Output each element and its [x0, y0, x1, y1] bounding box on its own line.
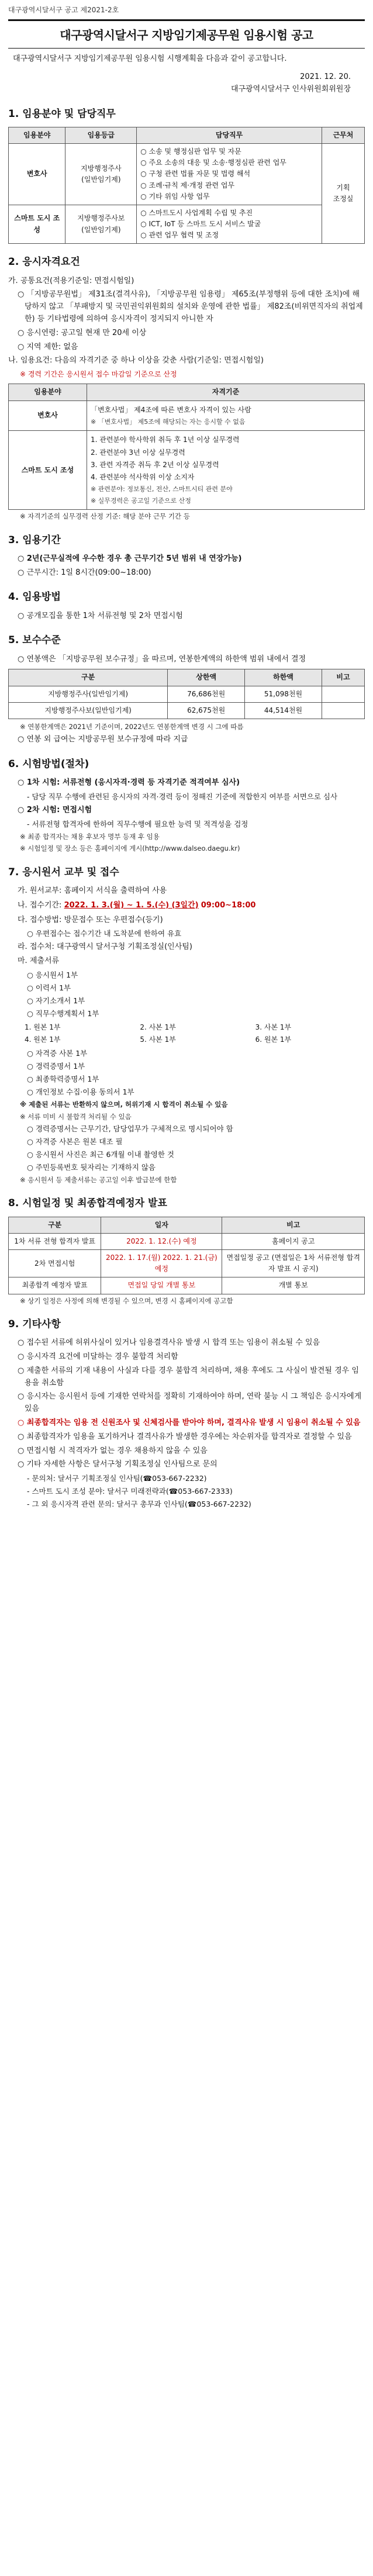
duties-field: 스마트 도시 조성 — [9, 205, 65, 244]
section-2-title: 2. 응시자격요건 — [8, 256, 80, 268]
duties-grade: 지방행정주사보 (일반임기제) — [65, 205, 137, 244]
qual-line: 4. 관련분야 석사학위 이상 소지자 — [90, 472, 195, 481]
qualification-table — [8, 384, 365, 510]
schedule-cell: 최종합격 예정자 발표 — [9, 1277, 101, 1294]
exam-note: ※ 최종 합격자는 채용 후보자 명부 등재 후 임용 — [20, 832, 160, 841]
contact-line: - 그 외 응시자격 관련 문의: 달서구 총무과 인사팀(☎053-667-2232) — [27, 1500, 251, 1509]
documents-note: ※ 서류 미비 시 불합격 처리될 수 있음 — [20, 1112, 132, 1121]
duties-field: 변호사 — [9, 143, 65, 205]
contact-line: - 문의처: 달서구 기획조정실 인사팀(☎053-667-2232) — [27, 1474, 207, 1483]
duties-header-field: 임용분야 — [9, 127, 65, 143]
qual-header-criteria: 자격기준 — [87, 384, 364, 400]
list-item: ○ 구청 관련 법률 자문 및 법령 해석 — [140, 170, 251, 178]
duties-header-grade: 임용등급 — [65, 127, 137, 143]
duties-header-duties: 담당직무 — [137, 127, 322, 143]
qual-line: ※ 실무경력은 공고일 기준으로 산정 — [90, 496, 191, 505]
duties-place: 기획 조정실 — [322, 143, 364, 244]
section-5-title: 5. 보수수준 — [8, 634, 61, 647]
document-item: ○ 자기소개서 1부 — [27, 996, 85, 1005]
requirement-item: ○ 「지방공무원법」 제31조(결격사유), 「지방공무원 임용령」 제65조(부정행위 등에 대한 조치)에 해당하지 않고 「부패방지 및 국민권익위원회의 설치와 운영에 관한 법률」 제82조(비위면직자의 취업제한) 등 기타법령에 의하여 응시자격이 정지되지 아니한 자 — [18, 290, 363, 324]
document-count: 4. 원본 1부 — [25, 1035, 61, 1044]
qual-line: ※ 「변호사법」 제5조에 해당되는 자는 응시할 수 없음 — [90, 417, 246, 426]
qual-table-note: ※ 자격기준의 실무경력 산정 기준: 해당 분야 근무 기간 등 — [20, 512, 190, 521]
period-text: ○ 2년(근무실적에 우수한 경우 총 근무기간 5년 범위 내 연장가능) — [18, 554, 242, 563]
schedule-cell: 2차 면접시험 — [9, 1250, 101, 1277]
work-hours-text: ○ 근무시간: 1일 8시간(09:00~18:00) — [18, 568, 151, 577]
table-row — [9, 431, 365, 510]
duties-list — [137, 205, 322, 244]
document-item: ○ 이력서 1부 — [27, 983, 71, 992]
list-item: ○ ICT, IoT 등 스마트 도시 서비스 발굴 — [140, 220, 261, 229]
list-item: ○ 소송 및 행정심판 업무 및 자문 — [140, 147, 241, 156]
list-item: ○ 관련 업무 협력 및 조정 — [140, 231, 219, 240]
table-row — [9, 205, 365, 244]
schedule-cell: 면접일정 공고 (면접일은 1차 서류전형 합격자 발표 시 공지) — [222, 1250, 365, 1277]
qual-criteria — [87, 431, 364, 510]
documents-note: ○ 경력증명서는 근무기간, 담당업무가 구체적으로 명시되어야 함 — [27, 1124, 233, 1134]
table-row — [9, 1277, 365, 1294]
salary-cell: 62,675천원 — [168, 702, 245, 719]
application-office: 라. 접수처: 대구광역시 달서구청 기획조정실(인사팀) — [18, 942, 192, 952]
schedule-cell: 홈페이지 공고 — [222, 1233, 365, 1249]
notice-issuer: 대구광역시달서구 인사위원회위원장 — [230, 84, 351, 94]
qual-line: ※ 관련분야: 정보통신, 전산, 스마트시티 관련 분야 — [90, 485, 233, 493]
contact-line: - 스마트 도시 조성 분야: 달서구 미래전략과(☎053-667-2333) — [27, 1487, 233, 1496]
method-text: ○ 공개모집을 통한 1차 서류전형 및 2차 면접시험 — [18, 611, 183, 620]
misc-item: ○ 최종합격자는 임용 전 신원조사 및 신체검사를 받아야 하며, 결격사유 발생 시 임용이 취소될 수 있음 — [18, 1418, 361, 1427]
salary-header: 비고 — [322, 669, 364, 686]
salary-note: ○ 연봉 외 급여는 지방공무원 보수규정에 따라 지급 — [18, 735, 188, 744]
qual-field: 스마트 도시 조성 — [9, 431, 87, 510]
application-period-time: 09:00~18:00 — [201, 900, 256, 910]
document-count: 5. 사본 1부 — [140, 1035, 176, 1044]
schedule-cell: 면접일 당일 개별 통보 — [101, 1277, 222, 1294]
duties-table — [8, 127, 365, 244]
application-method: 다. 접수방법: 방문접수 또는 우편접수(등기) — [18, 915, 163, 924]
application-distribution: 가. 원서교부: 홈페이지 서식을 출력하여 사용 — [18, 886, 167, 895]
requirement-common: 가. 공통요건(적용기준일: 면접시험일) — [8, 276, 134, 285]
misc-item: ○ 접수된 서류에 허위사실이 있거나 임용결격사유 발생 시 합격 또는 임용이 취소될 수 있음 — [18, 1338, 320, 1348]
section-9-title: 9. 기타사항 — [8, 1318, 61, 1330]
documents-note: ○ 응시원서 사진은 최근 6개월 이내 촬영한 것 — [27, 1150, 174, 1159]
list-item: ○ 기타 위임 사항 업무 — [140, 192, 210, 201]
document-item: ○ 최종학력증명서 1부 — [27, 1075, 99, 1084]
schedule-note: ※ 상기 일정은 사정에 의해 변경될 수 있으며, 변경 시 홈페이지에 공고함 — [20, 1296, 233, 1305]
table-row — [9, 702, 365, 719]
table-row — [9, 1233, 365, 1249]
schedule-header: 일자 — [101, 1217, 222, 1233]
exam-step: ○ 1차 시험: 서류전형 (응시자격·경력 등 자격기준 적격여부 심사) — [18, 778, 240, 788]
document-item: ○ 자격증 사본 1부 — [27, 1049, 88, 1058]
qual-criteria — [87, 400, 364, 431]
documents-note: ※ 제출된 서류는 반환하지 않으며, 허위기재 시 합격이 취소될 수 있음 — [20, 1100, 228, 1109]
section-8-title: 8. 시험일정 및 최종합격예정자 발표 — [8, 1197, 167, 1210]
document-item: ○ 응시원서 1부 — [27, 970, 78, 979]
qual-line: 1. 관련분야 학사학위 취득 후 1년 이상 실무경력 — [90, 436, 240, 444]
document-count-grid — [25, 1022, 365, 1045]
salary-cell: 76,686천원 — [168, 686, 245, 702]
application-period-dates: 2022. 1. 3.(월) ~ 1. 5.(수) (3일간) — [64, 900, 199, 910]
qual-line: 3. 관련 자격증 취득 후 2년 이상 실무경력 — [90, 460, 219, 469]
document-count: 6. 원본 1부 — [255, 1035, 292, 1044]
schedule-header: 구분 — [9, 1217, 101, 1233]
exam-step: ○ 2차 시험: 면접시험 — [18, 806, 92, 815]
schedule-cell: 1차 서류 전형 합격자 발표 — [9, 1233, 101, 1249]
documents-title: 마. 제출서류 — [18, 956, 60, 966]
document-item: ○ 개인정보 수집·이용 동의서 1부 — [27, 1087, 134, 1097]
title-box — [8, 19, 365, 49]
exam-note: ※ 시험일정 및 장소 등은 홈페이지에 게시(http://www.dalseo.daegu.kr) — [20, 844, 240, 853]
list-item: ○ 스마트도시 사업계획 수립 및 추진 — [140, 208, 253, 217]
notice-number: 대구광역시달서구 공고 제2021-2호 — [8, 6, 119, 14]
duties-grade: 지방행정주사 (일반임기제) — [65, 143, 137, 205]
application-method-detail: ○ 우편접수는 접수기간 내 도착분에 한하여 유효 — [27, 929, 182, 938]
salary-text: ○ 연봉액은 「지방공무원 보수규정」을 따르며, 연봉한계액의 하한액 범위 내에서 결정 — [18, 654, 306, 664]
requirement-item: ○ 응시연령: 공고일 현재 만 20세 이상 — [18, 328, 147, 337]
documents-note: ○ 주민등록번호 뒷자리는 기재하지 않음 — [27, 1163, 156, 1172]
schedule-cell: 2022. 1. 17.(월) 2022. 1. 21.(금) 예정 — [101, 1250, 222, 1277]
misc-item: ○ 응시자격 요건에 미달하는 경우 불합격 처리함 — [18, 1352, 178, 1361]
application-period — [18, 900, 365, 912]
salary-cell: 지방행정주사보(일반임기제) — [9, 702, 168, 719]
salary-header: 구분 — [9, 669, 168, 686]
salary-cell — [322, 686, 364, 702]
section-6-title: 6. 시험방법(절차) — [8, 758, 89, 771]
requirement-note: ※ 경력 기간은 응시원서 접수 마감일 기준으로 산정 — [20, 370, 177, 379]
documents-note: ○ 자격증 사본은 원본 대조 필 — [27, 1137, 123, 1147]
table-row — [9, 143, 365, 205]
schedule-cell: 2022. 1. 12.(수) 예정 — [101, 1233, 222, 1249]
intro-text: 대구광역시달서구 지방임기제공무원 임용시험 시행계획을 다음과 같이 공고합니다. — [13, 54, 287, 64]
qual-line: 「변호사법」 제4조에 따른 변호사 자격이 있는 사람 — [90, 405, 251, 414]
qual-line: 2. 관련분야 3년 이상 실무경력 — [90, 448, 185, 457]
duties-header-place: 근무처 — [322, 127, 364, 143]
salary-header: 하한액 — [245, 669, 322, 686]
list-item: ○ 조례·규칙 제·개정 관련 업무 — [140, 181, 235, 189]
table-row — [9, 400, 365, 431]
salary-table — [8, 669, 365, 719]
misc-item: ○ 최종합격자가 임용을 포기하거나 결격사유가 발생한 경우에는 차순위자를 합격자로 결정할 수 있음 — [18, 1432, 352, 1441]
notice-date: 2021. 12. 20. — [300, 72, 351, 81]
page-title: 대구광역시달서구 지방임기제공무원 임용시험 공고 — [60, 28, 313, 43]
table-row — [9, 686, 365, 702]
documents-note: ※ 응시원서 등 제출서류는 공고일 이후 발급분에 한함 — [20, 1176, 177, 1185]
misc-item: ○ 면접시험 시 적격자가 없는 경우 채용하지 않을 수 있음 — [18, 1446, 208, 1455]
misc-item: ○ 기타 자세한 사항은 달서구청 기획조정실 인사팀으로 문의 — [18, 1460, 217, 1469]
document-count: 3. 사본 1부 — [255, 1023, 292, 1031]
section-1-title: 1. 임용분야 및 담당직무 — [8, 108, 116, 120]
salary-cell: 44,514천원 — [245, 702, 322, 719]
list-item: ○ 주요 소송의 대응 및 소송·행정심판 관련 업무 — [140, 158, 286, 167]
requirement-item: ○ 지역 제한: 없음 — [18, 342, 78, 351]
qual-header-field: 임용분야 — [9, 384, 87, 400]
document-item: ○ 직무수행계획서 1부 — [27, 1009, 99, 1018]
salary-cell: 지방행정주사(일반임기제) — [9, 686, 168, 702]
salary-cell — [322, 702, 364, 719]
document-count: 2. 사본 1부 — [140, 1023, 176, 1031]
salary-cell: 51,098천원 — [245, 686, 322, 702]
misc-item: ○ 응시자는 응시원서 등에 기재한 연락처를 정확히 기재하여야 하며, 연락 불능 시 그 책임은 응시자에게 있음 — [18, 1392, 362, 1414]
schedule-header: 비고 — [222, 1217, 365, 1233]
schedule-table — [8, 1217, 365, 1294]
section-7-title: 7. 응시원서 교부 및 접수 — [8, 866, 119, 878]
requirement-appointment: 나. 임용요건: 다음의 자격기준 중 하나 이상을 갖춘 사람(기준일: 면접시험일) — [8, 356, 264, 365]
section-4-title: 4. 임용방법 — [8, 591, 61, 603]
section-3-title: 3. 임용기간 — [8, 534, 61, 546]
salary-note: ※ 연봉한계액은 2021년 기준이며, 2022년도 연봉한계액 변경 시 그에 따름 — [20, 723, 244, 731]
table-row — [9, 1250, 365, 1277]
schedule-cell: 개별 통보 — [222, 1277, 365, 1294]
application-period-label: 나. 접수기간: — [18, 900, 62, 910]
document-item: ○ 경력증명서 1부 — [27, 1062, 85, 1071]
salary-header: 상한액 — [168, 669, 245, 686]
exam-step-detail: - 서류전형 합격자에 한하여 직무수행에 필요한 능력 및 적격성을 검정 — [27, 819, 248, 828]
qual-field: 변호사 — [9, 400, 87, 431]
document-count: 1. 원본 1부 — [25, 1023, 61, 1031]
exam-step-detail: - 담당 직무 수행에 관련된 응시자의 자격·경력 등이 정해진 기준에 적합한지 여부를 서면으로 심사 — [27, 792, 338, 802]
duties-list — [137, 143, 322, 205]
misc-item: ○ 제출한 서류의 기재 내용이 사실과 다를 경우 불합격 처리하며, 채용 후에도 그 사실이 발견될 경우 임용을 취소함 — [18, 1366, 359, 1387]
